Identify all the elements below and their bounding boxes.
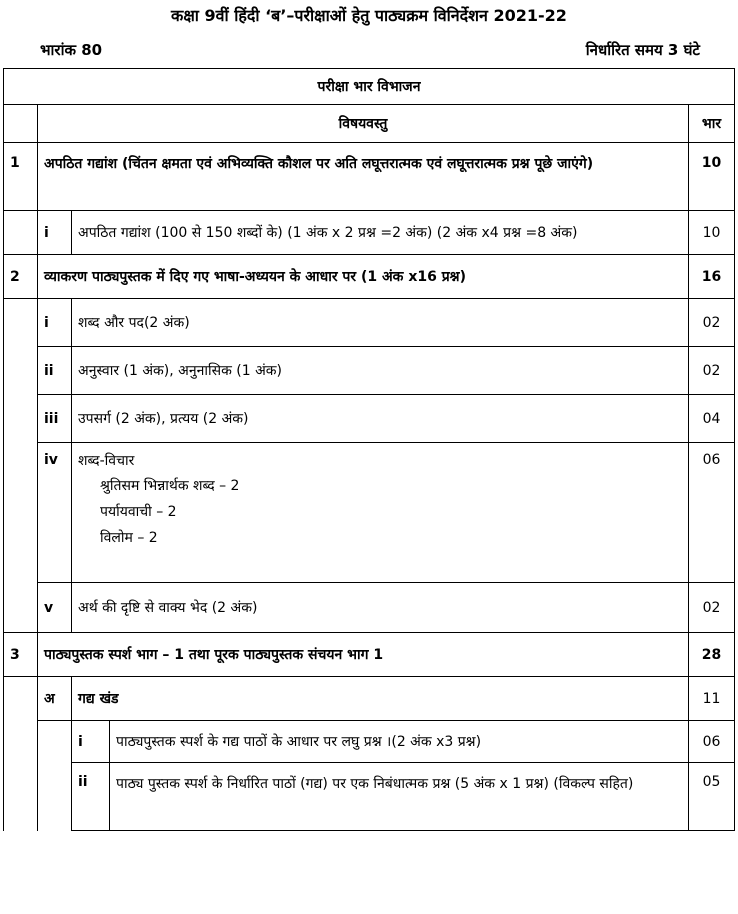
sub-item-antonyms: विलोम – 2 — [100, 530, 158, 546]
item-weight: 02 — [688, 583, 734, 633]
item-number: i — [38, 299, 72, 347]
subsection-weight: 11 — [688, 677, 734, 721]
item-text: अपठित गद्यांश (100 से 150 शब्दों के) (1 अंक x 2 प्रश्न =2 अंक) (2 अंक x4 प्रश्न =8 अंक) — [72, 211, 689, 255]
item-weight: 06 — [688, 443, 734, 583]
sub-item-homophones: श्रुतिसम भिन्नार्थक शब्द – 2 — [100, 478, 240, 494]
section-3-number: 3 — [4, 633, 38, 677]
section-1-weight: 10 — [688, 143, 734, 211]
page-title: कक्षा 9वीं हिंदी ‘ब’–परीक्षाओं हेतु पाठ्यक्रम विनिर्देशन 2021-22 — [171, 6, 567, 25]
item-number: ii — [72, 763, 110, 831]
weightage-table — [3, 68, 735, 831]
table-caption: परीक्षा भार विभाजन — [4, 69, 735, 105]
item-number: i — [38, 211, 72, 255]
spacer — [4, 583, 38, 633]
section-1-number: 1 — [4, 143, 38, 211]
section-2-number: 2 — [4, 255, 38, 299]
item-text: पाठ्य पुस्तक स्पर्श के निर्धारित पाठों (गद्य) पर एक निबंधात्मक प्रश्न (5 अंक x 1 प्रश्न) (विकल्प सहित) — [110, 763, 689, 831]
total-marks: भारांक 80 — [40, 41, 103, 59]
item-weight: 02 — [688, 299, 734, 347]
item-number: iii — [38, 395, 72, 443]
subsection-title: गद्य खंड — [72, 677, 689, 721]
section-3-weight: 28 — [688, 633, 734, 677]
item-weight: 05 — [688, 763, 734, 831]
section-3-title: पाठ्यपुस्तक स्पर्श भाग – 1 तथा पूरक पाठ्यपुस्तक संचयन भाग 1 — [38, 633, 689, 677]
section-2-title: व्याकरण पाठ्यपुस्तक में दिए गए भाषा-अध्ययन के आधार पर (1 अंक x16 प्रश्न) — [38, 255, 689, 299]
section-1-title: अपठित गद्यांश (चिंतन क्षमता एवं अभिव्यक्ति कौशल पर अति लघूत्तरात्मक एवं लघूत्तरात्मक प्रश्न पूछे जाएंगे) — [38, 143, 689, 211]
time-allowed: निर्धारित समय 3 घंटे — [585, 41, 700, 59]
header-spacer — [4, 105, 38, 143]
spacer — [4, 211, 38, 255]
column-header-weight: भार — [688, 105, 734, 143]
item-weight: 10 — [688, 211, 734, 255]
item-text: उपसर्ग (2 अंक), प्रत्यय (2 अंक) — [72, 395, 689, 443]
sub-item-synonyms: पर्यायवाची – 2 — [100, 504, 177, 520]
spacer — [4, 677, 38, 721]
item-text: शब्द-विचार — [78, 453, 135, 469]
item-text: अर्थ की दृष्टि से वाक्य भेद (2 अंक) — [72, 583, 689, 633]
spacer — [38, 763, 72, 831]
item-text: अनुस्वार (1 अंक), अनुनासिक (1 अंक) — [72, 347, 689, 395]
spacer — [4, 299, 38, 347]
item-weight: 02 — [688, 347, 734, 395]
spacer — [4, 443, 38, 583]
item-number: i — [72, 721, 110, 763]
spacer — [38, 721, 72, 763]
item-number: iv — [38, 443, 72, 583]
item-text: पाठ्यपुस्तक स्पर्श के गद्य पाठों के आधार पर लघु प्रश्न ।(2 अंक x3 प्रश्न) — [110, 721, 689, 763]
item-number: ii — [38, 347, 72, 395]
column-header-subject: विषयवस्तु — [38, 105, 689, 143]
spacer — [4, 721, 38, 763]
section-2-weight: 16 — [688, 255, 734, 299]
spacer — [4, 347, 38, 395]
item-number: v — [38, 583, 72, 633]
item-weight: 06 — [688, 721, 734, 763]
item-weight: 04 — [688, 395, 734, 443]
item-text: शब्द और पद(2 अंक) — [72, 299, 689, 347]
item-text-block — [72, 443, 689, 583]
spacer — [4, 763, 38, 831]
spacer — [4, 395, 38, 443]
subsection-number: अ — [38, 677, 72, 721]
